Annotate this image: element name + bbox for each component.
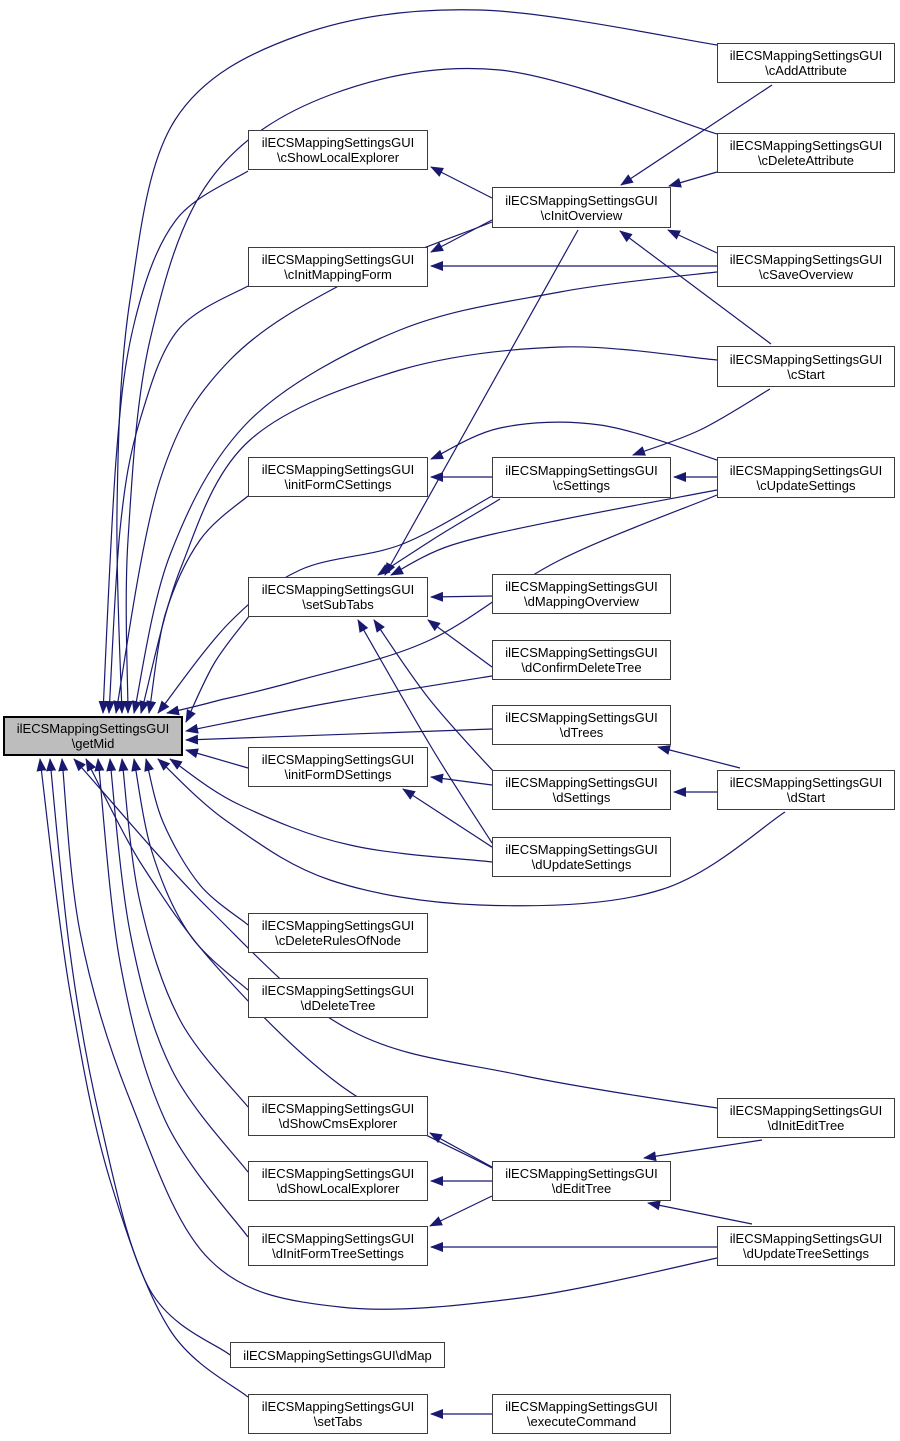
node-label-line2: \cStart	[787, 366, 825, 382]
node-dShowLocalExplorer[interactable]	[248, 1161, 428, 1201]
node-label-line2: \dMappingOverview	[524, 594, 639, 609]
node-label-line1: ilECSMappingSettingsGUI\dMap	[243, 1347, 432, 1363]
node-label-line2: \dInitEditTree	[767, 1118, 845, 1133]
node-label-line1: ilECSMappingSettingsGUI	[505, 192, 658, 208]
node-label-line1: ilECSMappingSettingsGUI	[505, 775, 658, 790]
node-label-line1: ilECSMappingSettingsGUI	[505, 579, 658, 594]
node-label-line1: ilECSMappingSettingsGUI	[505, 462, 658, 478]
edge-dMappingOverview-setSubTabs	[431, 596, 492, 597]
edge-cInitOverview-cInitMappingForm	[431, 220, 492, 252]
edge-setTabs-getMid	[40, 759, 248, 1397]
node-cInitOverview[interactable]	[492, 187, 671, 228]
node-label-line2: \executeCommand	[526, 1414, 637, 1429]
node-label-line1: ilECSMappingSettingsGUI	[729, 1231, 883, 1246]
edge-dTrees-getMid	[186, 729, 492, 740]
node-label-line2: \cAddAttribute	[765, 63, 847, 78]
node-cSaveOverview[interactable]	[717, 246, 895, 287]
node-label-line2: \dInitFormTreeSettings	[272, 1246, 404, 1261]
edge-dDeleteTree-getMid	[134, 759, 248, 990]
node-cInitMappingForm[interactable]	[248, 247, 428, 287]
node-cUpdateSettings[interactable]	[717, 457, 895, 498]
node-dSettings[interactable]	[492, 770, 671, 810]
edge-dEditTree-dShowCmsExplorer	[430, 1133, 492, 1167]
edge-initFormDSettings-getMid	[186, 750, 248, 768]
edge-dEditTree-dInitFormTreeSettings	[430, 1196, 492, 1226]
node-label-line1: ilECSMappingSettingsGUI	[261, 1231, 415, 1246]
node-label-line2: \initFormDSettings	[284, 767, 392, 782]
edge-dInitEditTree-dEditTree	[644, 1140, 762, 1158]
node-label-line1: ilECSMappingSettingsGUI	[729, 138, 883, 153]
node-label-line1: ilECSMappingSettingsGUI	[261, 983, 415, 998]
node-label-line2: \dSettings	[552, 790, 611, 805]
edge-cStart-cSettings	[633, 389, 770, 455]
node-cStart[interactable]	[717, 346, 895, 387]
node-label-line1: ilECSMappingSettingsGUI	[261, 1166, 415, 1181]
node-label-line1: ilECSMappingSettingsGUI	[16, 721, 170, 736]
node-label-line1: ilECSMappingSettingsGUI	[261, 1399, 415, 1414]
edge-cShowLocalExplorer-getMid	[103, 171, 248, 713]
node-label-line1: ilECSMappingSettingsGUI	[729, 462, 883, 478]
node-label-line2: \dShowLocalExplorer	[276, 1181, 400, 1196]
node-dEditTree[interactable]	[492, 1161, 671, 1201]
node-dMap[interactable]	[230, 1342, 445, 1368]
node-label-line2: \dUpdateSettings	[531, 857, 632, 872]
node-label-line1: ilECSMappingSettingsGUI	[261, 1101, 415, 1116]
edge-cInitOverview-cShowLocalExplorer	[431, 167, 492, 198]
node-label-line2: \dStart	[786, 790, 826, 805]
node-label-line2: \cDeleteRulesOfNode	[275, 933, 401, 948]
node-label-line1: ilECSMappingSettingsGUI	[729, 251, 883, 267]
node-dShowCmsExplorer[interactable]	[248, 1096, 428, 1136]
edge-dInitFormTreeSettings-getMid	[98, 759, 248, 1237]
edge-dConfirmDeleteTree-getMid	[186, 676, 492, 731]
node-dDeleteTree[interactable]	[248, 978, 428, 1018]
edge-dSettings-initFormDSettings	[431, 777, 492, 785]
node-initFormCSettings[interactable]	[248, 457, 428, 497]
node-cSettings[interactable]	[492, 457, 671, 498]
edge-cDeleteAttribute-cInitOverview	[669, 172, 717, 186]
node-label-line1: ilECSMappingSettingsGUI	[261, 918, 415, 933]
edge-cDeleteRulesOfNode-getMid	[146, 759, 248, 925]
node-cShowLocalExplorer[interactable]	[248, 130, 428, 170]
node-label-line2: \cShowLocalExplorer	[276, 150, 400, 165]
node-label-line2: \setTabs	[313, 1414, 363, 1429]
node-label-line1: ilECSMappingSettingsGUI	[505, 1399, 658, 1414]
node-label-line2: \dTrees	[559, 725, 604, 740]
node-cDeleteAttribute[interactable]	[717, 133, 895, 173]
node-dStart[interactable]	[717, 770, 895, 810]
node-label-line1: ilECSMappingSettingsGUI	[505, 842, 658, 857]
node-label-line2: \initFormCSettings	[284, 477, 392, 492]
node-initFormDSettings[interactable]	[248, 747, 428, 787]
edge-dUpdateSettings-initFormDSettings	[403, 789, 492, 847]
edge-dConfirmDeleteTree-setSubTabs	[428, 620, 492, 667]
node-label-line1: ilECSMappingSettingsGUI	[261, 582, 415, 597]
edge-cSaveOverview-cInitOverview	[668, 230, 717, 253]
node-setSubTabs[interactable]	[248, 577, 428, 617]
node-label-line2: \getMid	[71, 736, 115, 751]
node-label-line2: \dDeleteTree	[300, 998, 376, 1013]
node-label-line1: ilECSMappingSettingsGUI	[505, 710, 658, 725]
node-label-line2: \dShowCmsExplorer	[278, 1116, 398, 1131]
node-label-line2: \dConfirmDeleteTree	[521, 660, 642, 675]
node-label-line1: ilECSMappingSettingsGUI	[729, 48, 883, 63]
node-label-line2: \setSubTabs	[302, 597, 374, 612]
edge-dStart-dTrees	[658, 747, 740, 768]
node-label-line1: ilECSMappingSettingsGUI	[261, 462, 415, 477]
edge-dMap-getMid	[50, 759, 230, 1355]
node-label-line2: \dUpdateTreeSettings	[743, 1246, 869, 1261]
node-label-line2: \cInitMappingForm	[284, 267, 392, 282]
node-label-line1: ilECSMappingSettingsGUI	[261, 135, 415, 150]
node-label-line1: ilECSMappingSettingsGUI	[261, 252, 415, 267]
node-label-line2: \cDeleteAttribute	[757, 153, 855, 168]
node-label-line1: ilECSMappingSettingsGUI	[729, 351, 883, 367]
node-label-line1: ilECSMappingSettingsGUI	[505, 645, 658, 660]
node-dConfirmDeleteTree[interactable]	[492, 640, 671, 680]
node-getMid	[3, 716, 183, 756]
node-label-line2: \cSaveOverview	[759, 266, 853, 282]
node-label-line2: \dEditTree	[551, 1181, 612, 1196]
node-label-line1: ilECSMappingSettingsGUI	[729, 775, 883, 790]
node-label-line1: ilECSMappingSettingsGUI	[261, 752, 415, 767]
node-label-line1: ilECSMappingSettingsGUI	[505, 1166, 658, 1181]
edge-dUpdateTreeSettings-dEditTree	[648, 1203, 752, 1224]
node-cDeleteRulesOfNode[interactable]	[248, 913, 428, 953]
node-dUpdateTreeSettings[interactable]	[717, 1226, 895, 1266]
edge-cUpdateSettings-setSubTabs	[391, 490, 717, 575]
edge-cInitMappingForm-getMid	[109, 286, 248, 713]
node-label-line1: ilECSMappingSettingsGUI	[729, 1103, 883, 1118]
node-dUpdateSettings[interactable]	[492, 837, 671, 877]
node-label-line2: \cInitOverview	[540, 207, 623, 223]
edge-initFormCSettings-getMid	[149, 496, 248, 713]
node-executeCommand[interactable]	[492, 1394, 671, 1434]
node-dInitFormTreeSettings[interactable]	[248, 1226, 428, 1266]
node-setTabs[interactable]	[248, 1394, 428, 1434]
node-cAddAttribute[interactable]	[717, 43, 895, 83]
node-label-line2: \cUpdateSettings	[756, 477, 856, 493]
node-label-line2: \cSettings	[552, 477, 611, 493]
node-dMappingOverview[interactable]	[492, 574, 671, 614]
node-dTrees[interactable]	[492, 705, 671, 745]
node-dInitEditTree[interactable]	[717, 1098, 895, 1138]
